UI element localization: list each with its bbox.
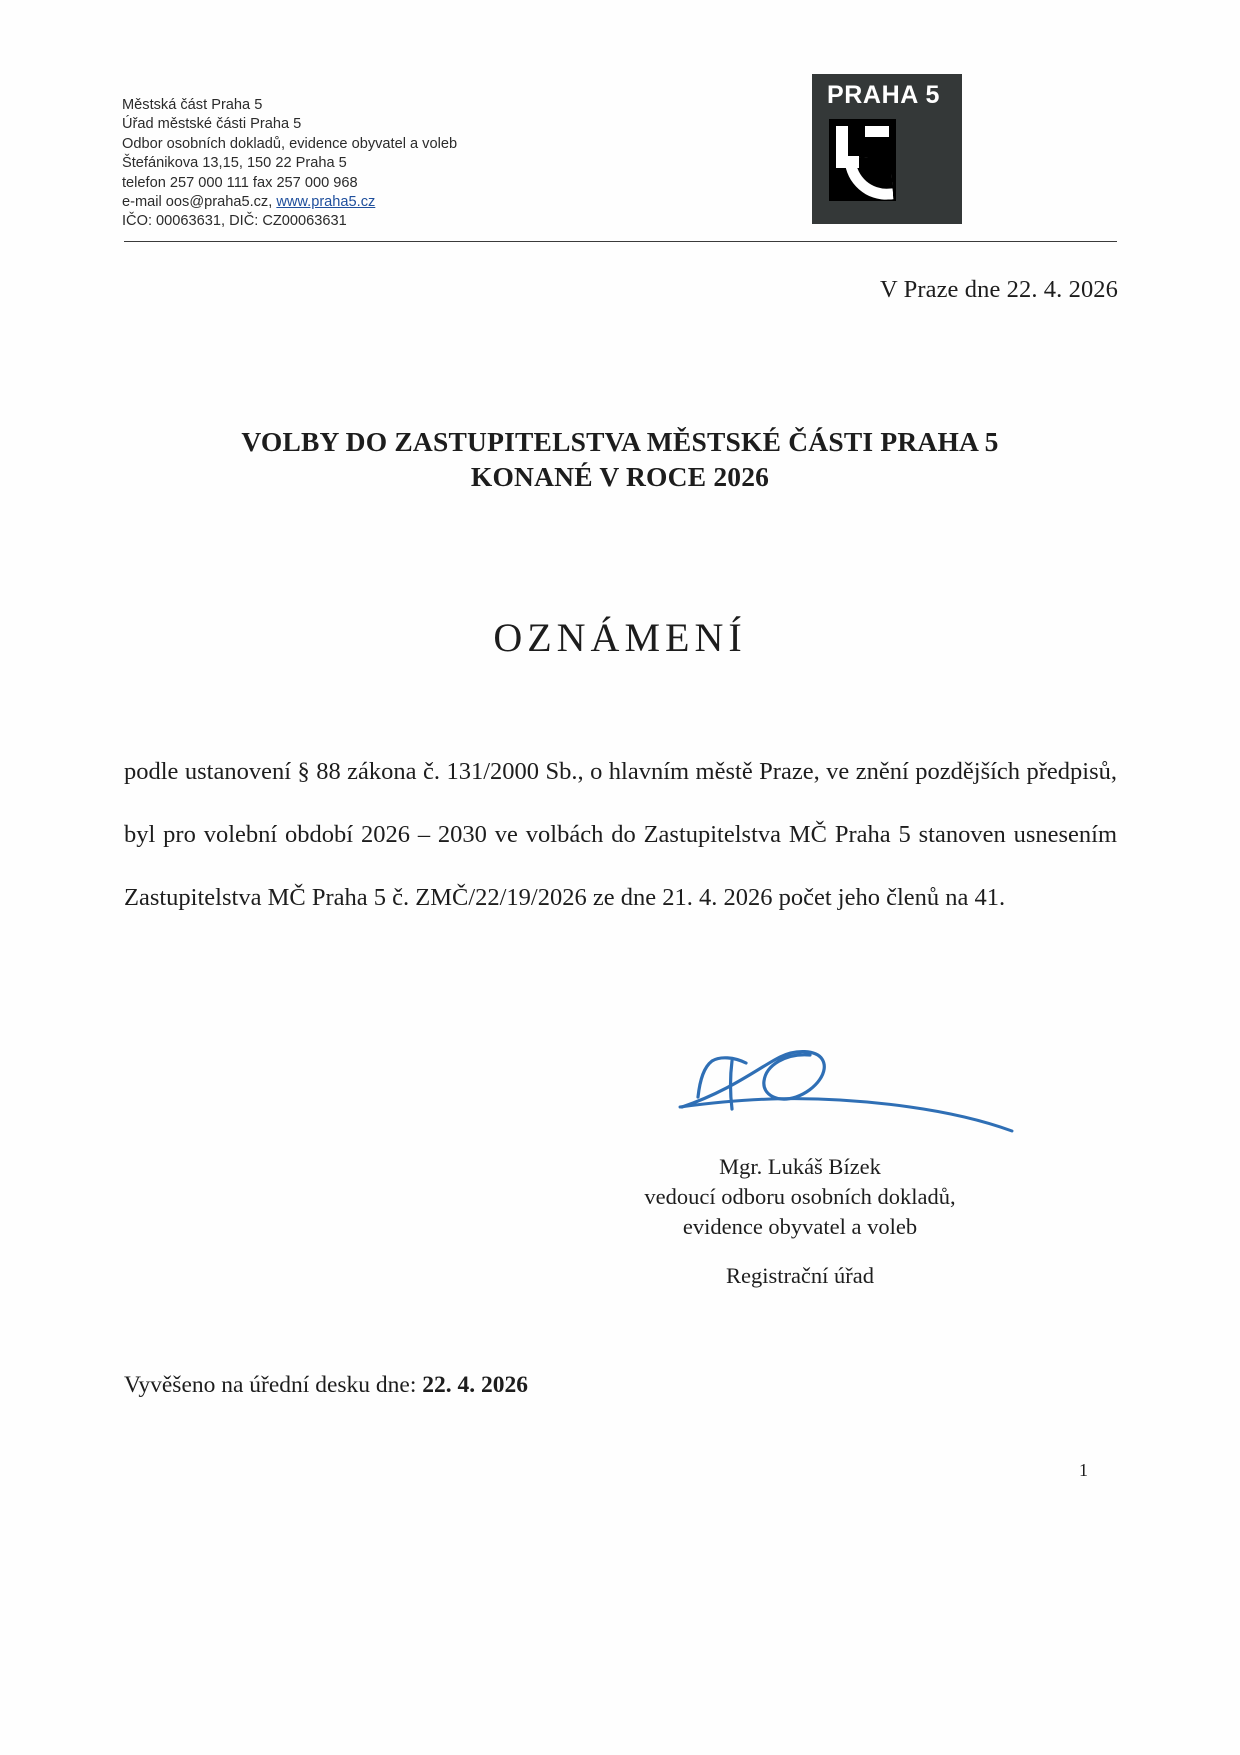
logo-glyph-top-bar	[865, 126, 889, 137]
signatory-details	[560, 1152, 1040, 1242]
website-link[interactable]: www.praha5.cz	[276, 194, 376, 211]
org-line-1: Městská část Praha 5	[122, 97, 263, 113]
signatory-role-line-1: vedoucí odboru osobních dokladů,	[644, 1184, 956, 1209]
org-line-ids: IČO: 00063631, DIČ: CZ00063631	[122, 213, 347, 230]
praha5-logo	[812, 74, 962, 224]
letterhead	[122, 81, 1122, 236]
org-line-5: telefon 257 000 111 fax 257 000 968	[122, 174, 358, 191]
logo-wordmark: PRAHA 5	[827, 81, 941, 109]
email-text: e-mail oos@praha5.cz,	[122, 194, 277, 211]
header-divider	[124, 241, 1117, 242]
dateline: V Praze dne 22. 4. 2026	[880, 276, 1118, 303]
body-text	[124, 740, 1117, 929]
page-title	[122, 424, 1118, 494]
page-title-line-2: KONANÉ V ROCE 2026	[470, 461, 770, 492]
announcement-heading: OZNÁMENÍ	[493, 615, 747, 660]
registration-office: Registrační úřad	[725, 1263, 875, 1288]
org-line-4: Štefánikova 13,15, 150 22 Praha 5	[122, 155, 347, 172]
logo-glyph-icon	[829, 119, 896, 201]
signatory-role-line-2: evidence obyvatel a voleb	[682, 1214, 918, 1239]
signatory-name: Mgr. Lukáš Bízek	[719, 1154, 881, 1179]
posting-notice	[124, 1372, 528, 1399]
body-paragraph-1: podle ustanovení § 88 zákona č. 131/2000 Sb., o hlavním městě Praze, ve znění pozdějších předpisů, byl pro volební období 2026 – 2030 ve volbách do Zastupitelstva MČ Praha 5 stanoven usnesením Zastupitelstva MČ Praha 5 č. ZMČ/22/19/2026 ze dne 21. 4. 2026 počet jeho členů na 41.	[124, 758, 1117, 911]
posting-label: Vyvěšeno na úřední desku dne:	[124, 1372, 417, 1398]
posting-date: 22. 4. 2026	[422, 1372, 528, 1398]
page-number: 1	[1079, 1460, 1088, 1480]
handwritten-signature	[660, 1035, 1020, 1145]
page-title-line-1: VOLBY DO ZASTUPITELSTVA MĚSTSKÉ ČÁSTI PRAHA 5	[241, 426, 999, 457]
organization-address-block	[122, 96, 457, 232]
org-line-3: Odbor osobních dokladů, evidence obyvatel a voleb	[122, 135, 458, 152]
org-line-email	[122, 193, 457, 212]
org-line-2: Úřad městské části Praha 5	[122, 116, 302, 133]
logo-glyph-curve	[845, 155, 894, 202]
